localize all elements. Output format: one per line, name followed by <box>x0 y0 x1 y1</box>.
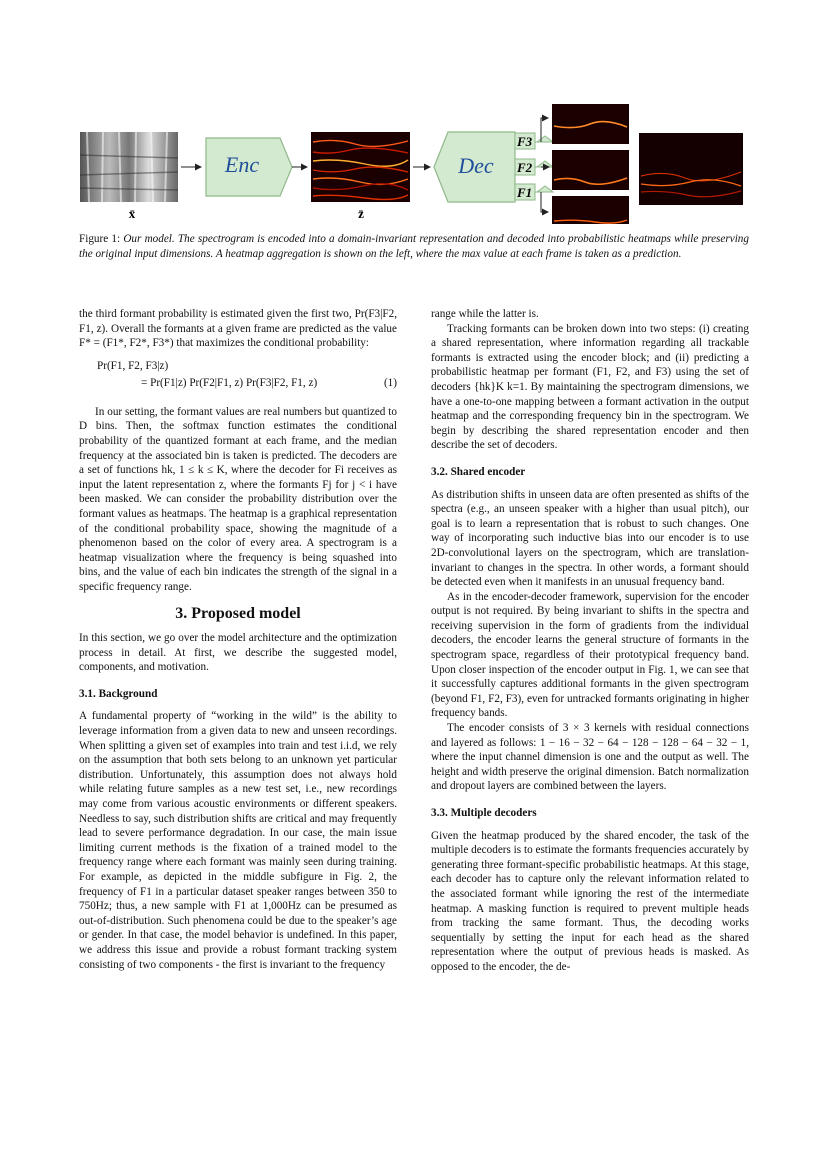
paragraph: A fundamental property of “working in the wild” is the ability to leverage information from a given data to new and unseen recordings. When splitting a given set of examples into train and test i.i.d, we rely on the assumption that both sets belong to an unknown yet particular distribution. Unfortunately, this assumption does not always hold while relating future samples as a new test set, i.e., new recordings may come from various acoustic environments or different speakers. Needless to say, such distribution shifts are critical and may frequently lead to severe performance degradation. In our case, the main issue limiting current methods is the fixation of a trained model to the frequency range where each formant was mainly seen during training. For example, as depicted in the middle subfigure in Fig. 2, the frequency of F1 in a particular dataset speaker ranges between 350 to 750Hz; thus, a new sample with F1 at 1,000Hz can be presumed as out-of-distribution. Such phenomena could be due to the speaker’s age or gender. In that case, the model behavior is undefined. In this paper, we address this issue and provide a robust formant tracking system consisting of two components - the first is invariant to the frequency <box>79 710 397 971</box>
heatmap-f1 <box>552 196 629 224</box>
equation-lhs: Pr(F1, F2, F3|z) <box>97 359 169 372</box>
caption-prefix: Figure 1: <box>79 233 121 245</box>
paragraph: The encoder consists of 3 × 3 kernels with residual connections and layered as follows: 1 − 16 − 32 − 64 − 128 − 128 − 64 − 32 − 1, where the input channel dimension is one and the output as well. The height and width preserve the original dimension. Batch normalization and dropout layers are combined between the layers. <box>431 722 749 793</box>
equation-rhs: = Pr(F1|z) Pr(F2|F1, z) Pr(F3|F2, F1, z) <box>141 376 318 389</box>
input-spectrogram <box>80 132 178 202</box>
figure-1 <box>75 100 755 225</box>
heatmap-f2 <box>552 150 629 190</box>
left-column <box>79 307 397 972</box>
equation-1 <box>79 359 397 395</box>
paragraph: As distribution shifts in unseen data are often presented as shifts of the spectra (e.g., an unseen speaker with a higher than usual pitch), our goal is to learn a representation that is robust to such changes. One way of incorporating such inductive bias into our encoder is to use 2D-convolutional layers on the spectrogram, which are translation-invariant to changes in the spectra. In other words, a formant should be detected even when it manifests in an unusual frequency band. <box>431 488 749 589</box>
f2-label: F2 <box>517 160 533 175</box>
latent-label: z̄ <box>358 206 364 221</box>
heatmap-f3 <box>552 104 629 144</box>
section-title: 3. Proposed model <box>175 604 301 622</box>
paragraph: In this section, we go over the model architecture and the optimization process in detail. At first, we describe the suggested model, components, and motivation. <box>79 632 397 674</box>
subsection-title: 3.1. Background <box>79 687 158 700</box>
paragraph: In our setting, the formant values are real numbers but quantized to D bins. Then, the softmax function estimates the conditional probability of the quantized formant at each frame, and the median frequency at the associated bin is taken is predicted. The decoders are a set of functions hk, 1 ≤ k ≤ K, where the decoder for Fi receives as input the latent representation z, where the formants Fj for j < i have been masked. We can consider the probability distribution over the formant values as heatmaps. The heatmap is a graphical representation of the conditional probability space, showing the magnitude of a phenomenon based on the color of every area. A spectrogram is a heatmap visualization where the frequency is being squashed into bins, and the value of each bin indicates the strength of the signal in a specific frequency range. <box>79 405 397 593</box>
subsection-title: 3.2. Shared encoder <box>431 465 526 478</box>
decoder-label: Dec <box>458 153 494 178</box>
encoder-label: Enc <box>224 152 260 177</box>
paragraph: the third formant probability is estimated given the first two, Pr(F3|F2, F1, z). Overall the formants at a given frame are predicted as the value F* = (F1*, F2*, F3*) that maximizes the conditional probability: <box>79 308 397 350</box>
right-column <box>431 307 749 975</box>
figure-diagram <box>75 100 755 225</box>
paragraph: Given the heatmap produced by the shared encoder, the task of the multiple decoders is to estimate the formants frequencies accurately by generating three formant-specific probabilistic heatmaps. At this stage, each decoder has to capture only the relevant information related to the associated formant while ignoring the rest of the intermediate heatmap. A masking function is required to prevent multiple heads from tracking the same formant. Thus, the decoding works sequentially by setting the input for each head as the shared representation where the output of previous heads is masked. As opposed to the encoder, the de- <box>431 829 749 973</box>
f1-label: F1 <box>517 185 533 200</box>
figure-caption <box>79 232 749 261</box>
paragraph: range while the latter is. <box>431 308 539 320</box>
paragraph: As in the encoder-decoder framework, supervision for the encoder output is not required. By being invariant to shifts in the spectra and receiving supervision in the form of gradients from the individual decoders, the encoder learns the general structure of formants in the spectrogram space, regardless of their prototypical frequency band. Upon closer inspection of the encoder output in Fig. 1, we can see that it successfully captures additional formants in the given spectrogram (beyond F1, F2, F3), even for untracked formants originating in higher frequency bands. <box>431 590 749 720</box>
input-label: x̄ <box>128 206 136 221</box>
paragraph: Tracking formants can be broken down into two steps: (i) creating a shared representation, where information regarding all trackable formants is extracted using the encoder block; and (ii) predicting a probabilistic heatmap per formant (F1, F2, and F3) using the set of decoders {hk}K k=1. By maintaining the spectrogram dimensions, we have a one-to-one mapping between a formant activation in the output heatmap and the corresponding frequency bin in the spectrogram. We begin by describing the shared representation encoder and then describe the set of decoders. <box>431 322 749 452</box>
aggregated-heatmap <box>639 133 743 205</box>
latent-heatmap <box>311 132 410 202</box>
f3-label: F3 <box>517 134 533 149</box>
subsection-title: 3.3. Multiple decoders <box>431 807 537 819</box>
equation-number: (1) <box>383 376 397 389</box>
caption-text: Our model. The spectrogram is encoded into a domain-invariant representation and decoded into probabilistic heatmaps while preserving the original input dimensions. A heatmap aggregation is shown on the left, where the max value at each frame is taken as a prediction. <box>79 233 749 260</box>
